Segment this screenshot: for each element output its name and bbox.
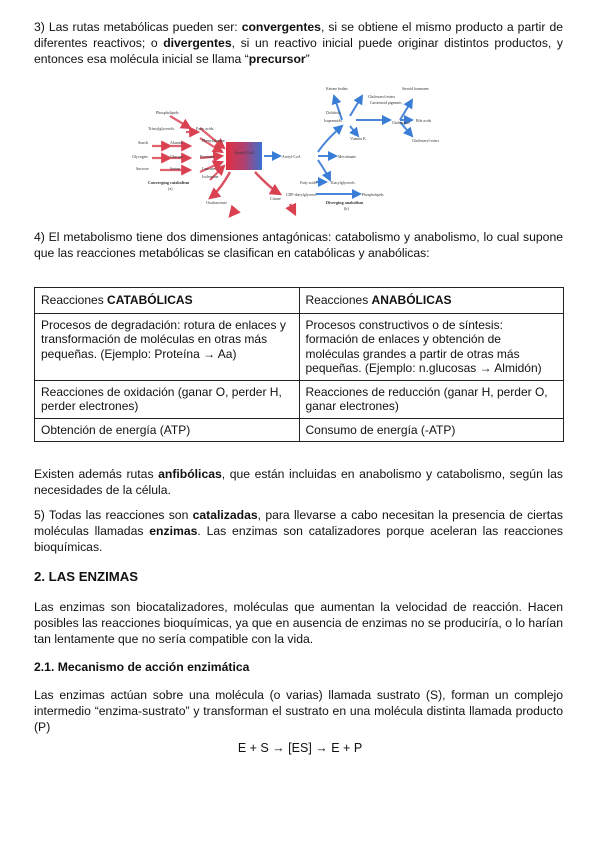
table-cell: Procesos de degradación: rotura de enlaces y transformación de moléculas en otras más pequeñas. (Ejemplo: Proteína → Aa) <box>35 313 300 380</box>
svg-text:Starch: Starch <box>138 140 149 145</box>
svg-text:Phenylalanine: Phenylalanine <box>202 138 225 143</box>
svg-text:Leucine: Leucine <box>202 166 215 171</box>
right-caption: Diverging anabolism <box>326 200 364 205</box>
svg-text:Phospholipids: Phospholipids <box>156 110 179 115</box>
bottom-labels <box>206 196 281 205</box>
svg-text:Isoprenoids: Isoprenoids <box>324 119 342 123</box>
paragraph-anfibolicas: Existen además rutas anfibólicas, que están incluidas en anabolismo y catabolismo, según las necesidades de la célula. <box>34 467 563 498</box>
paragraph-dimensiones: 4) El metabolismo tiene dos dimensiones antagónicas: catabolismo y anabolismo, lo cual supone que las reacciones metabólicas se clasifican en catabólicas y anabólicas: <box>34 230 563 261</box>
svg-text:Vitamin K: Vitamin K <box>350 137 366 141</box>
acetyl-coa-box <box>226 142 262 170</box>
left-caption: Converging catabolism <box>148 180 190 185</box>
svg-text:Glucose: Glucose <box>170 154 184 159</box>
svg-text:Glycogen: Glycogen <box>132 154 148 159</box>
table-cell: Obtención de energía (ATP) <box>35 418 300 442</box>
svg-text:Fatty acids: Fatty acids <box>300 181 317 185</box>
svg-text:Acetyl-CoA: Acetyl-CoA <box>282 155 301 159</box>
right-labels <box>282 87 440 197</box>
reaction-equation: E + S → [ES] → E + P <box>237 741 363 755</box>
svg-text:Oxaloacetate: Oxaloacetate <box>206 200 227 205</box>
svg-text:Cholesterol: Cholesterol <box>392 121 410 125</box>
svg-text:Fatty acids: Fatty acids <box>196 126 214 131</box>
table-row <box>35 418 564 442</box>
section-title-mecanismo: 2.1. Mecanismo de acción enzimática <box>34 660 250 674</box>
table-cell: Reacciones de reducción (ganar H, perder O, ganar electrones) <box>299 380 564 418</box>
svg-text:Alanine: Alanine <box>170 140 183 145</box>
term-convergentes: convergentes <box>241 20 321 34</box>
table-cell: Consumo de energía (-ATP) <box>299 418 564 442</box>
svg-text:Cholesterol esters: Cholesterol esters <box>368 95 396 99</box>
svg-text:Triacylglycerols: Triacylglycerols <box>148 126 175 131</box>
term-divergentes: divergentes <box>163 36 232 51</box>
section-title-enzimas: 2. LAS ENZIMAS <box>34 569 139 584</box>
svg-text:Isoleucine: Isoleucine <box>202 174 219 179</box>
svg-text:Pyruvate: Pyruvate <box>200 154 215 159</box>
catabolism-anabolism-table <box>34 287 564 442</box>
paragraph-mecanismo: Las enzimas actúan sobre una molécula (o varias) llamada sustrato (S), forman un complejo intermedio “enzima-sustrato” y transforman el sustrato en una molécula distinta llamada producto (P) <box>34 688 563 735</box>
metabolism-figure <box>130 80 470 218</box>
svg-text:Cholesteryl esters: Cholesteryl esters <box>412 139 440 143</box>
svg-text:Citrate: Citrate <box>270 196 281 201</box>
svg-text:Phospholipids: Phospholipids <box>362 193 384 197</box>
table-cell: Reacciones de oxidación (ganar O, perder H, perder electrones) <box>35 380 300 418</box>
table-row <box>35 380 564 418</box>
left-caption-sub: (a) <box>168 186 173 191</box>
svg-text:Steroid hormones: Steroid hormones <box>402 87 429 91</box>
svg-text:Carotenoid pigments: Carotenoid pigments <box>370 101 402 105</box>
center-label: Acetyl CoA <box>233 150 255 155</box>
svg-text:Serine: Serine <box>170 166 181 171</box>
table-cell: Procesos constructivos o de síntesis: formación de enlaces y obtención de moléculas grandes a partir de otras más pequeñas. (Ejemplo: n.glucosas → Almidón) <box>299 313 564 380</box>
term-precursor: precursor <box>248 52 306 67</box>
table-row <box>35 313 564 380</box>
right-caption-sub: (b) <box>344 206 349 211</box>
paragraph-catalizadas: 5) Todas las reacciones son catalizadas, para llevarse a cabo necesitan la presencia de ciertas moléculas llamadas enzimas. Las enzimas son catalizadores porque aceleran las reacciones bioquímicas. <box>34 508 563 555</box>
svg-text:Bile acids: Bile acids <box>416 119 432 123</box>
bottom-arrows <box>210 172 295 216</box>
svg-text:Mevalonate: Mevalonate <box>338 155 356 159</box>
svg-text:CDP-diacylglycerol: CDP-diacylglycerol <box>286 193 317 197</box>
paragraph-rutas: 3) Las rutas metabólicas pueden ser: convergentes, si se obtiene el mismo producto a partir de diferentes reactivos; o divergentes, si un reactivo inicial puede originar distintos productos, y entonces esa molécula inicial se llama “precursor” <box>34 20 563 67</box>
svg-text:Triacylglycerols: Triacylglycerols <box>330 181 355 185</box>
paragraph-enzimas: Las enzimas son biocatalizadores, moléculas que aumentan la velocidad de reacción. Hacen posibles las reacciones bioquímicas, ya que en ausencia de enzimas no se produciría, o lo harían tan lentamente que no sería compatible con la vida. <box>34 600 563 647</box>
svg-text:Ketone bodies: Ketone bodies <box>326 87 348 91</box>
header-catabolicas: Reacciones CATABÓLICAS <box>35 288 300 314</box>
svg-text:Dolichols: Dolichols <box>326 111 341 115</box>
svg-text:Sucrose: Sucrose <box>136 166 149 171</box>
header-anabolicas: Reacciones ANABÓLICAS <box>299 288 564 314</box>
table-header-row <box>35 288 564 314</box>
